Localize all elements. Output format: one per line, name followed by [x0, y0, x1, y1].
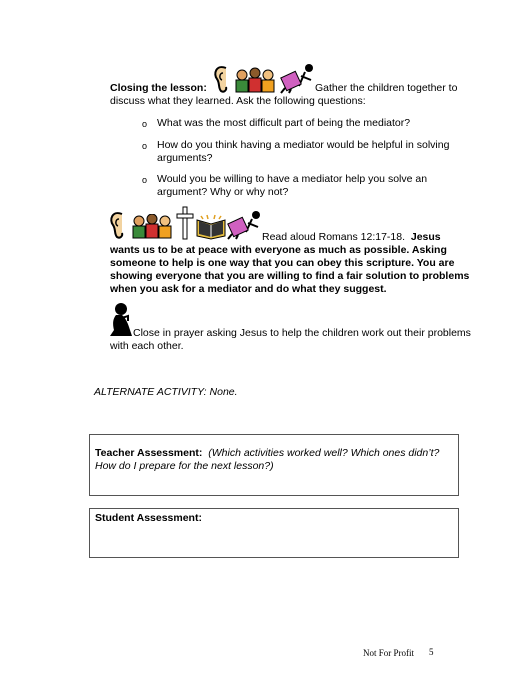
- question-line: arguments?: [157, 152, 213, 164]
- alternate-activity: ALTERNATE ACTIVITY: None.: [94, 386, 238, 398]
- teacher-assessment-label: Teacher Assessment:: [95, 447, 203, 459]
- list-item: [157, 139, 457, 165]
- scripture-line-4: showing everyone that you are willing to find a fair solution to problems: [110, 270, 470, 282]
- page-number: 5: [429, 647, 434, 657]
- scripture-line-5: when you ask for a mediator and do what they suggest.: [110, 283, 387, 295]
- student-assessment-box[interactable]: [89, 508, 459, 558]
- bible-icon: [195, 214, 227, 240]
- closing-intro-2: discuss what they learned. Ask the following questions:: [110, 95, 366, 107]
- bullet-marker: o: [142, 175, 148, 185]
- children-group-icon: [130, 214, 174, 240]
- bullet-marker: o: [142, 141, 148, 151]
- closing-intro-1: Gather the children together to: [315, 82, 458, 94]
- list-item: [157, 117, 457, 130]
- question-line: argument? Why or why not?: [157, 186, 289, 198]
- kneeling-prayer-icon: [106, 302, 134, 338]
- gift-box-icon: [226, 210, 262, 240]
- children-group-icon: [233, 67, 277, 95]
- ear-icon: [212, 64, 232, 94]
- ear-icon: [108, 210, 128, 240]
- prayer-line-1: Close in prayer asking Jesus to help the children work out their problems: [133, 327, 471, 339]
- footer-text: Not For Profit: [363, 648, 415, 658]
- teacher-assessment-box[interactable]: [89, 434, 459, 496]
- scripture-line-1: [262, 231, 441, 244]
- scripture-intro: Read aloud Romans 12:17-18.: [262, 231, 406, 243]
- closing-heading: Closing the lesson:: [110, 82, 207, 94]
- teacher-assessment-prompt: (Which activities worked well? Which ones didn’t?: [208, 447, 440, 459]
- student-assessment-label: Student Assessment:: [95, 512, 202, 524]
- list-item: [157, 173, 457, 199]
- scripture-bold: Jesus: [410, 231, 441, 243]
- question-line: How do you think having a mediator would be helpful in solving: [157, 139, 450, 151]
- gift-box-icon: [279, 62, 315, 94]
- teacher-assessment-prompt-2: How do I prepare for the next lesson?): [95, 460, 274, 472]
- bullet-marker: o: [142, 119, 148, 129]
- question-line: Would you be willing to have a mediator help you solve an: [157, 173, 428, 185]
- scripture-line-3: someone to help is one way that you can obey this scripture. You are: [110, 257, 455, 269]
- teacher-assessment-text: [95, 447, 455, 460]
- question-line: What was the most difficult part of being the mediator?: [157, 117, 411, 129]
- scripture-line-2: wants us to be at peace with everyone as much as possible. Asking: [110, 244, 447, 256]
- prayer-line-2: with each other.: [110, 340, 184, 352]
- cross-icon: [176, 206, 194, 240]
